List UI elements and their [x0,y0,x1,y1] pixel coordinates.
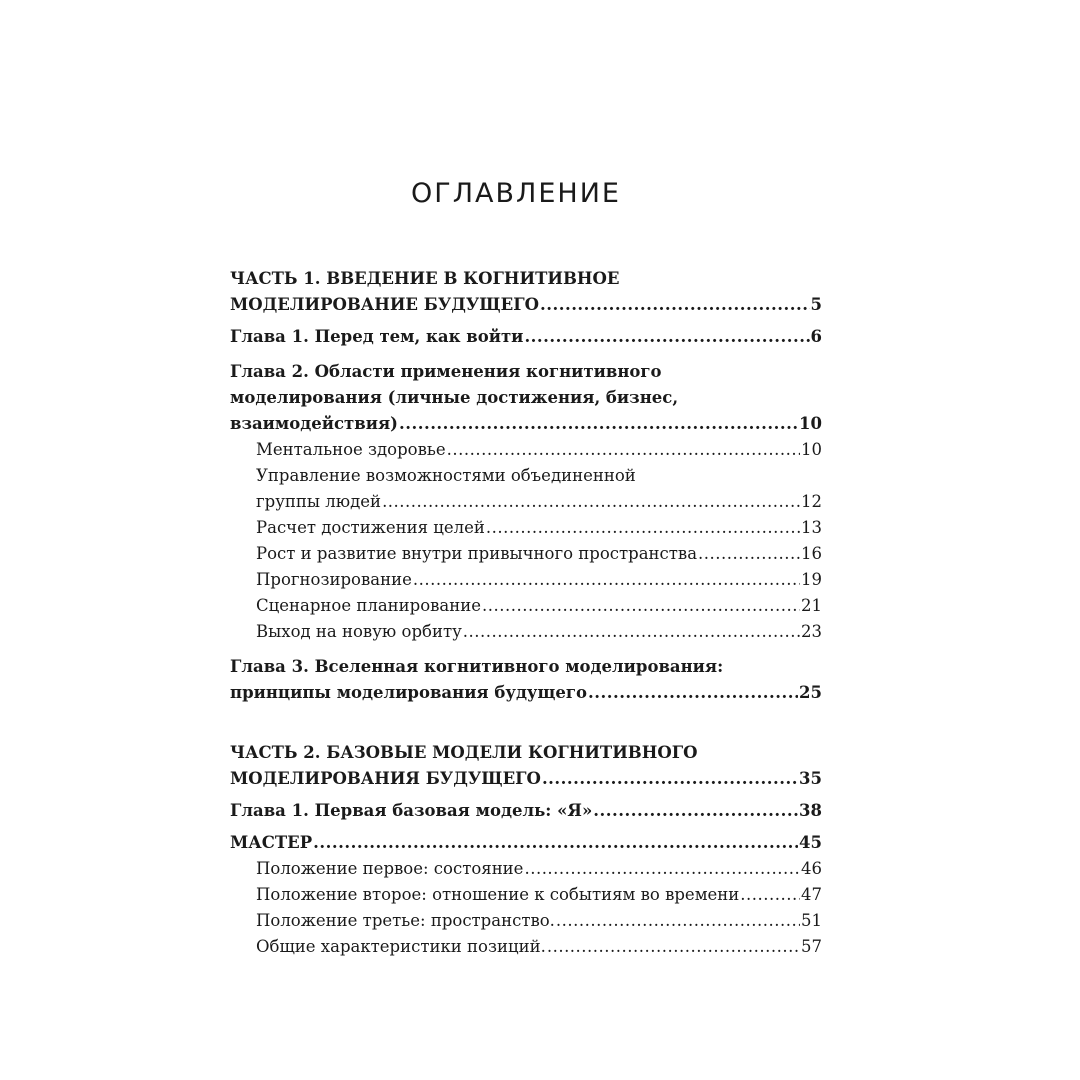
toc-entry-line: МОДЕЛИРОВАНИЕ БУДУЩЕГО [230,295,539,314]
toc-entry-section[interactable] [230,567,822,593]
toc-entry-line: Глава 1. Перед тем, как войти [230,327,524,346]
toc-entry-line: МАСТЕР [230,833,313,852]
page-number: 10 [799,414,822,433]
page-number: 16 [801,544,822,563]
page-number: 10 [801,440,822,459]
page-number: 12 [801,492,822,511]
toc-entry-line: группы людей [256,492,382,511]
toc-part-2-heading[interactable] [230,740,822,792]
dot-leader [382,489,800,515]
table-of-contents [230,266,822,960]
toc-entry-chapter-2[interactable] [230,359,822,437]
toc-entry-line: принципы моделирования будущего [230,683,587,702]
dot-leader [482,593,800,619]
toc-entry-line: взаимодействия) [230,414,398,433]
dot-leader [447,437,800,463]
toc-entry-master[interactable] [230,830,822,856]
toc-entry-section[interactable] [230,882,822,908]
toc-part-1-heading[interactable] [230,266,822,318]
page-number: 57 [801,937,822,956]
toc-entry-section[interactable] [230,463,822,515]
dot-leader [556,908,800,934]
toc-entry-section[interactable] [230,541,822,567]
page-number: 46 [801,859,822,878]
page-number: 47 [801,885,822,904]
toc-entry-line: ЧАСТЬ 2. БАЗОВЫЕ МОДЕЛИ КОГНИТИВНОГО [230,743,698,762]
toc-entry-line: Глава 2. Области применения когнитивного [230,362,662,381]
toc-entry-line: Сценарное планирование [256,596,482,615]
toc-entry-line: Выход на новую орбиту [256,622,462,641]
toc-entry-section[interactable] [230,619,822,645]
page-title: ОГЛАВЛЕНИЕ [411,178,621,209]
page-number: 35 [799,769,822,788]
page-number: 6 [810,327,822,346]
toc-entry-chapter-1[interactable] [230,798,822,824]
toc-entry-line: Прогнозирование [256,570,412,589]
toc-entry-line: МОДЕЛИРОВАНИЯ БУДУЩЕГО [230,769,541,788]
toc-entry-section[interactable] [230,515,822,541]
toc-entry-line: моделирования (личные достижения, бизнес, [230,388,679,407]
toc-entry-section[interactable] [230,593,822,619]
dot-leader [413,567,800,593]
toc-entry-section[interactable] [230,908,822,934]
dot-leader [698,541,800,567]
toc-entry-line: Положение первое: состояние [256,859,524,878]
dot-leader [547,934,800,960]
toc-entry-section[interactable] [230,856,822,882]
toc-entry-line: Общие характеристики позиций. [256,937,546,956]
toc-entry-chapter-3[interactable] [230,654,822,706]
page-number: 19 [801,570,822,589]
toc-entry-line: Положение второе: отношение к событиям во времени [256,885,740,904]
page-number: 23 [801,622,822,641]
page-number: 45 [799,833,822,852]
toc-entry-line: Глава 3. Вселенная когнитивного моделирования: [230,657,724,676]
toc-entry-line: ЧАСТЬ 1. ВВЕДЕНИЕ В КОГНИТИВНОЕ [230,269,620,288]
toc-entry-line: Положение третье: пространство. [256,911,555,930]
dot-leader [524,856,800,882]
toc-entry-section[interactable] [230,934,822,960]
dot-leader [463,619,800,645]
dot-leader [540,292,810,318]
page-number: 51 [801,911,822,930]
dot-leader [486,515,800,541]
toc-entry-line: Глава 1. Первая базовая модель: «Я» [230,801,593,820]
dot-leader [399,411,798,437]
toc-entry-line: Ментальное здоровье [256,440,446,459]
toc-entry-chapter-1[interactable] [230,324,822,350]
dot-leader [524,324,809,350]
toc-entry-line: Рост и развитие внутри привычного пространства [256,544,698,563]
dot-leader [542,766,798,792]
page-number: 13 [801,518,822,537]
dot-leader [588,680,798,706]
dot-leader [313,830,798,856]
page-number: 25 [799,683,822,702]
toc-entry-section[interactable] [230,437,822,463]
dot-leader [740,882,800,908]
page-number: 21 [801,596,822,615]
toc-entry-line: Расчет достижения целей [256,518,485,537]
page-number: 5 [810,295,822,314]
page-number: 38 [799,801,822,820]
dot-leader [593,798,798,824]
toc-entry-line: Управление возможностями объединенной [256,466,636,485]
